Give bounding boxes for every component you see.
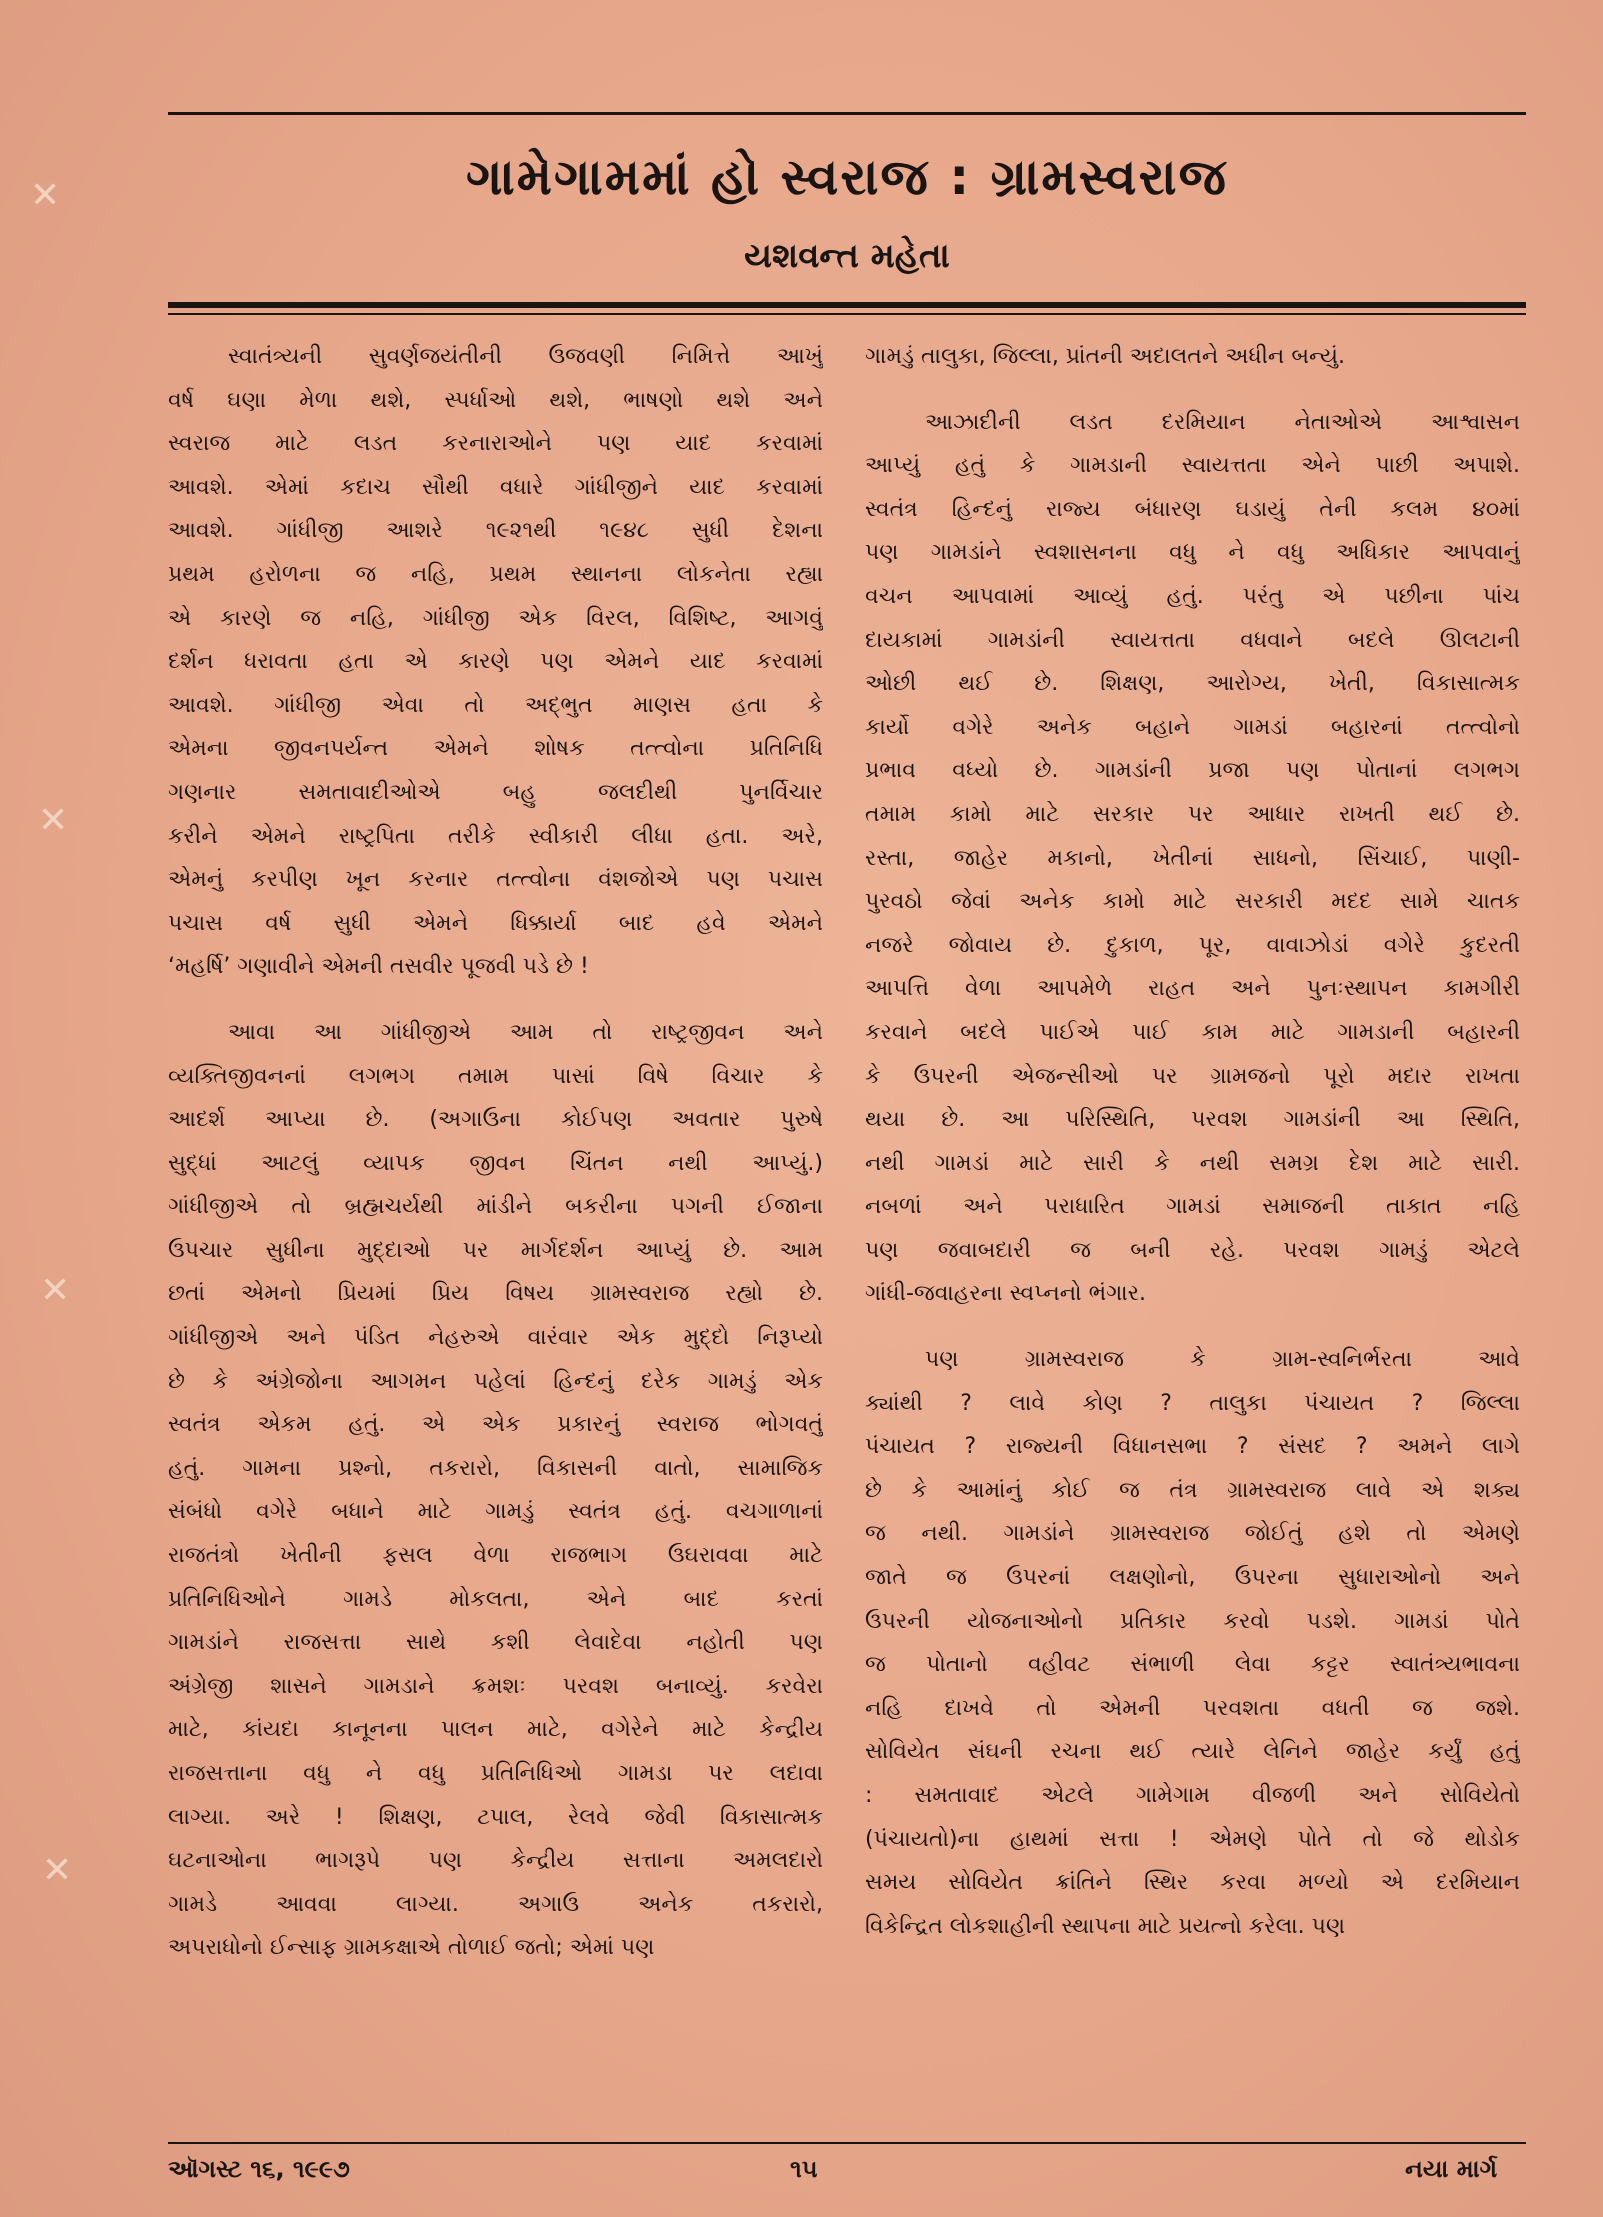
text-line: ઉપરની યોજનાઓનો પ્રતિકાર કરવો પડશે. ગામડાં પોતે xyxy=(865,1608,1520,1634)
text-line: આપત્તિ વેળા આપમેળે રાહત અને પુનઃસ્થાપન કામગીરી xyxy=(865,976,1520,1002)
text-line: આવશે. એમાં કદાચ સૌથી વધારે ગાંધીજીને યાદ કરવામાં xyxy=(168,474,823,500)
right-column xyxy=(865,335,1520,1948)
text-line: અંગ્રેજી શાસને ગામડાને ક્રમશઃ પરવશ બનાવ્યું. કરવેરા xyxy=(168,1673,823,1699)
footer-page-number: ૧૫ xyxy=(790,2155,818,2183)
text-line: દાયકામાં ગામડાંની સ્વાયત્તતા વધવાને બદલે ઊલટાની xyxy=(865,627,1520,653)
text-line: સંબંધો વગેરે બધાને માટે ગામડું સ્વતંત્ર હતું. વચગાળાનાં xyxy=(168,1499,823,1525)
text-line: તમામ કામો માટે સરકાર પર આધાર રાખતી થઈ છે. xyxy=(865,801,1520,827)
paper-crease-mark: ✕ xyxy=(42,1850,73,1891)
text-line: એમનું કરપીણ ખૂન કરનાર તત્ત્વોના વંશજોએ પણ પચાસ xyxy=(168,867,823,893)
text-line: સ્વતંત્ર એકમ હતું. એ એક પ્રકારનું સ્વરાજ ભોગવતું xyxy=(168,1412,823,1438)
text-line: પચાસ વર્ષ સુધી એમને ધિક્કાર્યા બાદ હવે એમને xyxy=(168,910,823,936)
paper-crease-mark: ✕ xyxy=(40,1270,71,1311)
text-line: રસ્તા, જાહેર મકાનો, ખેતીનાં સાધનો, સિંચાઈ, પાણી- xyxy=(865,845,1520,871)
text-line: પણ જવાબદારી જ બની રહે. પરવશ ગામડું એટલે xyxy=(865,1237,1520,1263)
text-line: સ્વાતંત્ર્યની સુવર્ણજયંતીની ઉજવણી નિમિત્તે આખું xyxy=(228,344,823,369)
text-line: ગાંધીજીએ અને પંડિત નેહરુએ વારંવાર એક મુદ્દો નિરૂપ્યો xyxy=(168,1325,823,1351)
footer-date: ઑગસ્ટ ૧૬, ૧૯૯૭ xyxy=(168,2155,350,2183)
text-line: પુરવઠો જેવાં અનેક કામો માટે સરકારી મદદ સામે ચાતક xyxy=(865,889,1520,915)
text-line: સ્વતંત્ર હિન્દનું રાજ્ય બંધારણ ઘડાયું તેની કલમ ૪૦માં xyxy=(865,496,1520,522)
text-line: વ્યક્તિજીવનનાં લગભગ તમામ પાસાં વિષે વિચાર કે xyxy=(168,1063,823,1089)
text-line: લાગ્યા. અરે ! શિક્ષણ, ટપાલ, રેલવે જેવી વિકાસાત્મક xyxy=(168,1804,823,1830)
text-line: આવા આ ગાંધીજીએ આમ તો રાષ્ટ્રજીવન અને xyxy=(228,1019,823,1045)
text-line: છતાં એમનો પ્રિયમાં પ્રિય વિષય ગ્રામસ્વરાજ રહ્યો છે. xyxy=(168,1281,823,1307)
text-line: પણ ગ્રામસ્વરાજ કે ગ્રામ-સ્વનિર્ભરતા આવે xyxy=(925,1347,1520,1373)
text-line: અપરાધોનો ઈન્સાફ ગ્રામકક્ષાએ તોળાઈ જતો; એમાં પણ xyxy=(168,1935,655,1961)
text-line: ઓછી થઈ છે. શિક્ષણ, આરોગ્ય, ખેતી, વિકાસાત્મક xyxy=(865,671,1520,697)
text-line: એ કારણે જ નહિ, ગાંધીજી એક વિરલ, વિશિષ્ટ, આગવું xyxy=(168,605,823,631)
text-line: ઉપચાર સુધીના મુદ્દાઓ પર માર્ગદર્શન આપ્યું છે. આમ xyxy=(168,1237,823,1263)
paragraph xyxy=(865,335,1520,379)
top-rule xyxy=(168,112,1526,115)
text-line: પણ ગામડાંને સ્વશાસનના વધુ ને વધુ અધિકાર આપવાનું xyxy=(865,540,1520,566)
paragraph xyxy=(168,1011,823,1970)
text-line: આવશે. ગાંધીજી એવા તો અદ્ભુત માણસ હતા કે xyxy=(168,692,823,718)
text-line: એમના જીવનપર્યન્ત એમને શોષક તત્ત્વોના પ્રતિનિધિ xyxy=(168,736,823,762)
text-line: છે કે અંગ્રેજોના આગમન પહેલાં હિન્દનું દરેક ગામડું એક xyxy=(168,1368,823,1394)
text-line: સોવિયેત સંઘની રચના થઈ ત્યારે લેનિને જાહેર કર્યું હતું xyxy=(865,1739,1520,1765)
text-line: ગણનાર સમતાવાદીઓએ બહુ જલદીથી પુનર્વિચાર xyxy=(168,779,823,805)
text-line: આવશે. ગાંધીજી આશરે ૧૯૨૧થી ૧૯૪૮ સુધી દેશના xyxy=(168,518,823,544)
text-line: માટે, કાંયદા કાનૂનના પાલન માટે, વગેરેને માટે કેન્દ્રીય xyxy=(168,1717,823,1743)
text-line: નથી ગામડાં માટે સારી કે નથી સમગ્ર દેશ માટે સારી. xyxy=(865,1150,1520,1176)
text-line: નબળાં અને પરાધારિત ગામડાં સમાજની તાકાત નહિ xyxy=(865,1194,1520,1220)
text-line: ઘટનાઓના ભાગરૂપે પણ કેન્દ્રીય સત્તાના અમલદારો xyxy=(168,1848,823,1874)
text-line: કરીને એમને રાષ્ટ્રપિતા તરીકે સ્વીકારી લીધા હતા. અરે, xyxy=(168,823,823,849)
text-line: જાતે જ ઉપરનાં લક્ષણોનો, ઉપરના સુધારાઓનો અને xyxy=(865,1565,1520,1591)
text-line: પ્રથમ હરોળના જ નહિ, પ્રથમ સ્થાનના લોકનેતા રહ્યા xyxy=(168,561,823,587)
text-line: દર્શન ધરાવતા હતા એ કારણે પણ એમને યાદ કરવામાં xyxy=(168,649,823,675)
text-line: વિકેન્દ્રિત લોકશાહીની સ્થાપના માટે પ્રયત્નો કરેલા. પણ xyxy=(865,1913,1346,1939)
text-line: થયા છે. આ પરિસ્થિતિ, પરવશ ગામડાંની આ સ્થિતિ, xyxy=(865,1107,1520,1133)
paragraph xyxy=(865,401,1520,1316)
text-line: હતું. ગામના પ્રશ્નો, તકરારો, વિકાસની વાતો, સામાજિક xyxy=(168,1455,823,1481)
text-line: ક્યાંથી ? લાવે કોણ ? તાલુકા પંચાયત ? જિલ્લા xyxy=(865,1390,1520,1416)
text-line: સ્વરાજ માટે લડત કરનારાઓને પણ યાદ કરવામાં xyxy=(168,431,823,457)
paragraph xyxy=(168,335,823,989)
text-line: છે કે આમાંનું કોઈ જ તંત્ર ગ્રામસ્વરાજ લાવે એ શક્ય xyxy=(865,1477,1520,1503)
text-line: જ પોતાનો વહીવટ સંભાળી લેવા કટ્ટર સ્વાતંત્ર્યભાવના xyxy=(865,1652,1520,1678)
header-rule-thick xyxy=(168,302,1526,308)
text-line: જ નથી. ગામડાંને ગ્રામસ્વરાજ જોઈતું હશે તો એમણે xyxy=(865,1521,1520,1547)
text-line: રાજતંત્રો ખેતીની ફસલ વેળા રાજભાગ ઉઘરાવવા માટે xyxy=(168,1543,823,1569)
paragraph xyxy=(865,1338,1520,1948)
paper-crease-mark: ✕ xyxy=(30,175,61,216)
paper-crease-mark: ✕ xyxy=(38,800,69,841)
text-line: ‘મહર્ષિ’ ગણાવીને એમની તસવીર પૂજવી પડે છે ! xyxy=(168,954,589,980)
footer-publication: નયા માર્ગ xyxy=(1405,2155,1498,2183)
text-line: ગામડું તાલુકા, જિલ્લા, પ્રાંતની અદાલતને અધીન બન્યું. xyxy=(865,344,1346,369)
text-line: પ્રભાવ વધ્યો છે. ગામડાંની પ્રજા પણ પોતાનાં લગભગ xyxy=(865,758,1520,784)
text-line: કાર્યો વગેરે અનેક બહાને ગામડાં બહારનાં તત્ત્વોનો xyxy=(865,714,1520,740)
text-line: ગામડાંને રાજસત્તા સાથે કશી લેવાદેવા નહોતી પણ xyxy=(168,1630,823,1656)
text-line: આપ્યું હતું કે ગામડાની સ્વાયત્તતા એને પાછી અપાશે. xyxy=(865,453,1520,479)
text-line: ગાંધીજીએ તો બ્રહ્મચર્યથી માંડીને બકરીના પગની ઈજાના xyxy=(168,1194,823,1220)
text-line: કરવાને બદલે પાઈએ પાઈ કામ માટે ગામડાની બહારની xyxy=(865,1019,1520,1045)
text-line: સમય સોવિયેત ક્રાંતિને સ્થિર કરવા મળ્યો એ દરમિયાન xyxy=(865,1870,1520,1896)
article-title: ગામેગામમાં હો સ્વરાજ : ગ્રામસ્વરાજ xyxy=(466,148,1228,206)
text-line: (પંચાયતો)ના હાથમાં સત્તા ! એમણે પોતે તો જે થોડોક xyxy=(865,1826,1520,1852)
text-line: પંચાયત ? રાજ્યની વિધાનસભા ? સંસદ ? અમને લાગે xyxy=(865,1434,1520,1460)
text-line: વચન આપવામાં આવ્યું હતું. પરંતુ એ પછીના પાંચ xyxy=(865,583,1520,609)
text-line: નજરે જોવાય છે. દુકાળ, પૂર, વાવાઝોડાં વગેરે કુદરતી xyxy=(865,932,1520,958)
text-line: વર્ષ ઘણા મેળા થશે, સ્પર્ધાઓ થશે, ભાષણો થશે અને xyxy=(168,387,823,413)
text-line: ગામડે આવવા લાગ્યા. અગાઉ અનેક તકરારો, xyxy=(168,1891,823,1917)
text-line: નહિ દાખવે તો એમની પરવશતા વધતી જ જશે. xyxy=(865,1695,1520,1721)
text-line: પ્રતિનિધિઓને ગામડે મોકલતા, એને બાદ કરતાં xyxy=(168,1586,823,1612)
footer-rule xyxy=(168,2142,1526,2144)
text-line: કે ઉપરની એજન્સીઓ પર ગ્રામજનો પૂરો મદાર રાખતા xyxy=(865,1063,1520,1089)
text-line: ગાંધી-જવાહરના સ્વપ્નનો ભંગાર. xyxy=(865,1281,1147,1307)
text-line: : સમતાવાદ એટલે ગામેગામ વીજળી અને સોવિયેતો xyxy=(865,1783,1520,1808)
text-line: સુદ્ધાં આટલું વ્યાપક જીવન ચિંતન નથી આપ્યું.) xyxy=(168,1150,823,1176)
text-line: આઝાદીની લડત દરમિયાન નેતાઓએ આશ્વાસન xyxy=(925,409,1520,435)
text-line: આદર્શ આપ્યા છે. (અગાઉના કોઈપણ અવતાર પુરુષે xyxy=(168,1107,823,1133)
left-column xyxy=(168,335,823,1970)
header-rule-thin xyxy=(168,313,1526,315)
article-author: યશવન્ત મહેતા xyxy=(744,236,950,276)
text-line: રાજસત્તાના વધુ ને વધુ પ્રતિનિધિઓ ગામડા પર લદાવા xyxy=(168,1761,823,1786)
